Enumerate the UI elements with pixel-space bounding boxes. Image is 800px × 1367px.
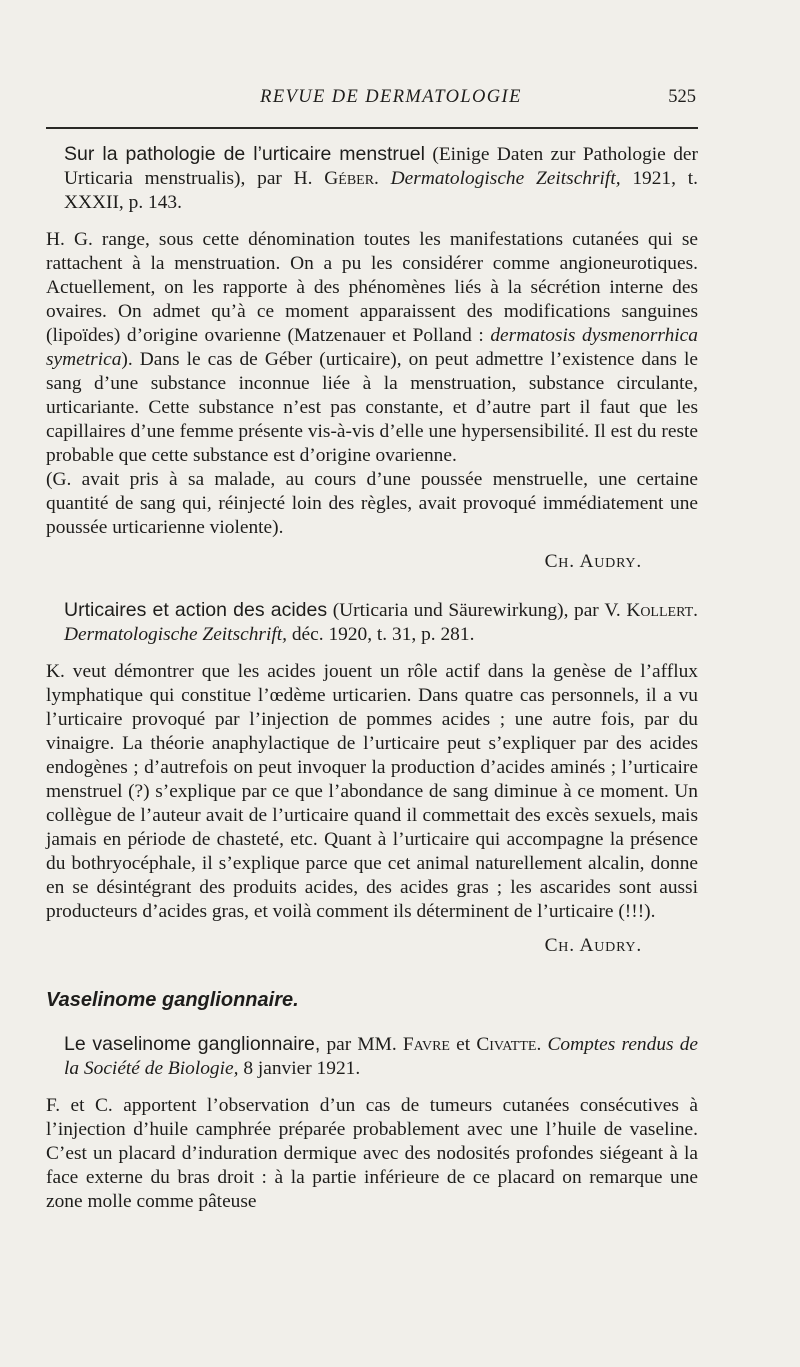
entry-2 [46, 598, 698, 958]
running-title: REVUE DE DERMATOLOGIE [260, 87, 522, 107]
entry-3-par: par MM. [326, 1034, 397, 1055]
entry-2-signature: Ch. Audry. [544, 935, 642, 956]
page-number: 525 [668, 87, 696, 107]
entry-1-ref: 1921, t. XXXII, p. 143. [64, 168, 698, 213]
entry-3-paragraph-1: F. et C. apportent l’observation d’un cas de tumeurs cutanées consécutives à l’injection d’huile camphrée préparée probablement avec une l’huile de vaseline. C’est un placard d’induration dermique avec des nodosités profondes siégeant à la face externe du bras droit : à la partie inférieure de ce placard on remarque une zone molle comme pâteuse [46, 1095, 698, 1212]
entry-2-subtitle: (Urticaria und Säurewirkung), par [332, 600, 599, 621]
entry-2-paragraph-1: K. veut démontrer que les acides jouent un rôle actif dans la genèse de l’afflux lymphatique qui constitue l’œdème urticarien. Dans quatre cas personnels, il a vu l’urticaire provoqué par l’injection de pommes acides ; une autre fois, par du vinaigre. La théorie anaphylactique de l’urticaire peut s’expliquer par des acides endogènes ; d’autrefois on peut invoquer la production d’acides aminés ; l’urticaire menstruel (?) s’explique par ce que l’abondance de sang diminue à ce moment. Un collègue de l’auteur avait de l’urticaire quand il commettait des excès sexuels, mais jamais en période de chasteté, etc. Quant à l’urticaire qui accompagne la présence du bothryocéphale, il s’explique parce que cet animal naturellement alcalin, donne en se désintégrant des produits acides, des acides gras ; les ascarides sont aussi producteurs d’acides gras, et voilà comment ils déterminent de l’urticaire (!!!). [46, 661, 698, 922]
entry-1-citation [46, 142, 698, 215]
entry-3-author-1: Favre [402, 1034, 450, 1055]
page-header [46, 87, 696, 117]
entry-1-body1-end: ). Dans le cas de Géber (urticaire), on peut admettre l’existence dans le sang d’une substance inconnue liée à la menstruation, substance circulante, urticariante. Cette substance n’est pas constante, et d’autre part il faut que les capillaires d’une femme présente vis-à-vis d’elle une hypersensibilité. Il est du reste probable que cette substance est d’origine ovarienne. [46, 349, 698, 466]
entry-1-journal: Dermatologische Zeitschrift, [390, 168, 621, 189]
entry-3-ref: 8 janvier 1921. [243, 1058, 361, 1079]
entry-1-paragraph-2: (G. avait pris à sa malade, au cours d’une poussée menstruelle, une certaine quantité de sang qui, réinjecté loin des règles, avait provoqué immédiatement une poussée urticarienne violente). [46, 469, 698, 538]
entry-1-title: Sur la pathologie de l’urticaire menstruel [64, 143, 425, 165]
entry-1 [46, 142, 698, 574]
entry-1-body1: H. G. range, sous cette dénomination toutes les manifestations cutanées qui se rattachent à la menstruation. On a pu les considérer comme angioneurotiques. Actuellement, on les rapporte à des phénomènes liés à la sécrétion interne des ovaires. On admet qu’à ce moment apparaissent des modifications sanguines (lipoïdes) d’origine ovarienne (Matzenauer et Polland : [46, 229, 698, 346]
entry-3-author-2: Civatte. [476, 1034, 542, 1055]
entry-3-citation [46, 1032, 698, 1081]
entry-3 [46, 1032, 698, 1214]
entry-1-subtitle: (Einige Daten zur Pathologie der Urticaria menstrualis), par [64, 144, 698, 189]
content [46, 142, 698, 1214]
entry-1-body1-italic: dermatosis dysmenorrhica symetrica [46, 325, 698, 370]
entry-2-citation [46, 598, 698, 647]
entry-3-title: Le vaselinome ganglionnaire, [64, 1033, 321, 1055]
entry-2-title: Urticaires et action des acides [64, 599, 328, 621]
header-rule [46, 127, 698, 129]
entry-1-signature: Ch. Audry. [544, 551, 642, 572]
entry-3-journal: Comptes rendus de la Société de Biologie, [64, 1034, 699, 1079]
section-heading: Vaselinome ganglionnaire. [46, 989, 299, 1011]
entry-1-paragraph-1 [46, 228, 698, 468]
entry-2-ref: déc. 1920, t. 31, p. 281. [291, 624, 475, 645]
entry-3-et: et [456, 1034, 471, 1055]
entry-1-author: H. Géber. [293, 168, 379, 189]
entry-2-journal: Dermatologische Zeitschrift, [64, 624, 287, 645]
entry-2-author: V. Kollert. [604, 600, 698, 621]
